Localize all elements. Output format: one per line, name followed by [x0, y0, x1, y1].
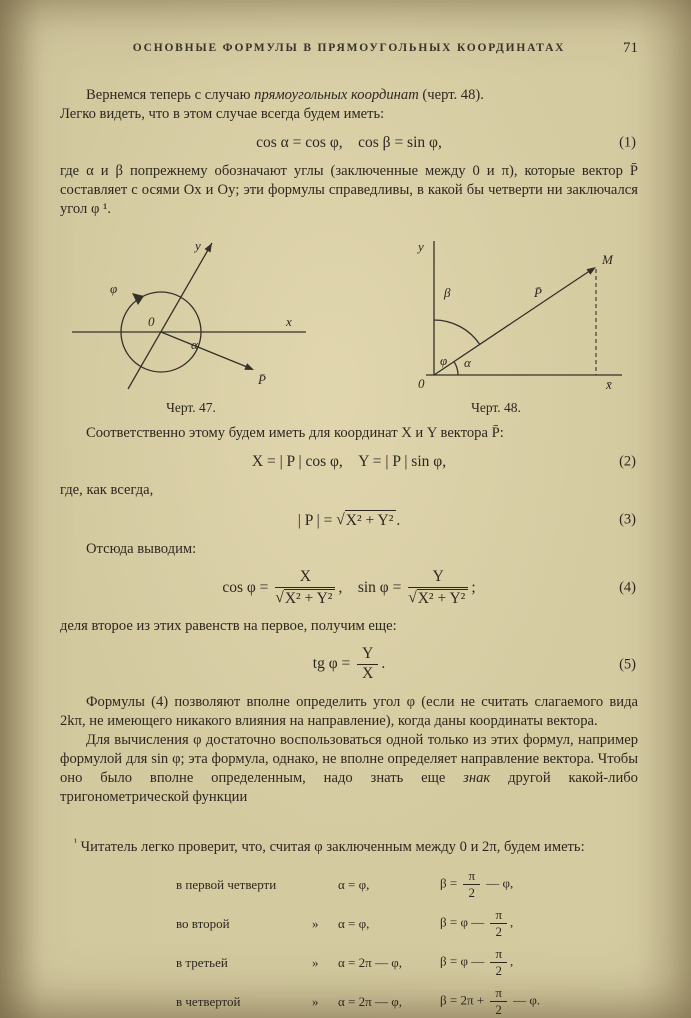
- fraction-numerator: π: [490, 947, 507, 963]
- fig48-label-phi: φ: [440, 353, 448, 368]
- formula-4-numerator-1: X: [275, 569, 335, 588]
- formula-5-numerator: Y: [357, 646, 378, 665]
- radical-sign: √: [408, 588, 417, 606]
- radical-sign: √: [336, 511, 345, 528]
- fig47-label-vector: P̄: [258, 372, 266, 387]
- formula-4-tail: ;: [471, 578, 476, 596]
- beta-value: [440, 869, 638, 900]
- formula-3-number: (3): [619, 511, 636, 528]
- pi-over-2-fraction: [490, 908, 507, 939]
- figure-47-diagram: [62, 235, 320, 395]
- quadrant-label: в первой четверти: [176, 876, 277, 892]
- formula-2-body: X = | P | cos φ, Y = | P | sin φ,: [251, 453, 447, 470]
- fig47-label-origin: 0: [148, 314, 155, 329]
- fraction-denominator: 2: [468, 884, 475, 900]
- fig48-phi-arc: [454, 362, 458, 375]
- fraction-numerator: π: [490, 908, 507, 924]
- fraction-numerator: π: [490, 986, 507, 1002]
- page-content: [60, 42, 638, 1018]
- fig48-label-y: y: [418, 239, 424, 254]
- paragraph-coordinates: Соответственно этому будем иметь для координат X и Y вектора P̄:: [86, 425, 504, 441]
- fig48-beta-arc: [434, 320, 480, 345]
- pi-over-2-fraction: [490, 947, 507, 978]
- paragraph-computing-phi-text-a: Для вычисления φ достаточно воспользоваться одной только из этих формул, например формулой для sin φ; эта формула, однако, не вполне определяет направление вектора. Чтобы оно было вполне определенным, надо знать еще: [60, 731, 638, 786]
- fig47-vector-arrowhead: [244, 363, 254, 370]
- paragraph-intro: [60, 86, 638, 124]
- formula-5-denominator: X: [362, 665, 374, 683]
- footnote-quadrant-table: [176, 869, 638, 1017]
- formula-5-period: .: [381, 655, 386, 673]
- formula-4-radicand-1: X² + Y²: [284, 589, 336, 608]
- figure-48-diagram: [356, 235, 636, 395]
- fraction-numerator: π: [463, 869, 480, 885]
- formula-1-body: cos α = cos φ, cos β = sin φ,: [256, 134, 442, 151]
- fig47-vector: [161, 332, 252, 369]
- formula-5: [60, 646, 638, 682]
- alpha-value: α = φ,: [338, 876, 370, 892]
- paragraph-intro-text-c: Легко видеть, что в этом случае всегда будем иметь:: [60, 106, 385, 122]
- fig48-label-origin: 0: [418, 376, 425, 391]
- paragraph-intro-text-a: Вернемся теперь с случаю: [86, 87, 255, 103]
- ditto-mark: »: [312, 915, 319, 931]
- figures-row: [60, 235, 638, 416]
- fraction-denominator: 2: [495, 962, 502, 978]
- alpha-value: α = φ,: [338, 915, 370, 931]
- formula-4-fraction-1: [275, 569, 335, 607]
- footnote-line-third-quadrant: [176, 947, 638, 978]
- beta-pre: β = φ —: [440, 953, 488, 969]
- beta-value: [440, 947, 638, 978]
- figure-48-caption: Черт. 48.: [471, 400, 521, 415]
- quadrant-label: в третьей: [176, 954, 228, 970]
- page-number: 71: [623, 40, 638, 56]
- formula-1-number: (1): [619, 134, 636, 151]
- page-header: [60, 42, 638, 62]
- formula-4-lhs1: cos φ =: [222, 578, 273, 596]
- footnote-line-first-quadrant: [176, 869, 638, 900]
- fig48-label-beta: β: [444, 285, 451, 300]
- footnote-intro-text: Читатель легко проверит, что, считая φ заключенным между 0 и 2π, будем иметь:: [77, 838, 585, 855]
- pi-over-2-fraction: [490, 986, 507, 1017]
- ditto-mark: »: [312, 954, 319, 970]
- fig48-label-vector: P̄: [534, 285, 542, 300]
- fig47-label-alpha: α: [191, 337, 198, 352]
- beta-post: ,: [510, 914, 514, 930]
- fraction-denominator: 2: [495, 923, 502, 939]
- paragraph-derive: Отсюда выводим:: [86, 541, 197, 557]
- alpha-value: α = 2π — φ,: [338, 994, 402, 1010]
- formula-3-lhs: | P | =: [297, 512, 337, 529]
- fig47-y-arrowhead: [205, 243, 213, 253]
- ditto-mark: »: [312, 994, 319, 1010]
- formula-5-fraction: [357, 646, 378, 682]
- quadrant-label: в четвертой: [176, 994, 241, 1010]
- formula-4-radicand-2: X² + Y²: [417, 589, 469, 608]
- formula-3-period: .: [396, 512, 401, 529]
- beta-value: [440, 908, 638, 939]
- formula-4-denominator-2: [408, 588, 468, 608]
- paragraph-computing-phi-text-b: другой какой-либо тригонометрической функции: [60, 769, 638, 805]
- figure-48: [356, 235, 636, 416]
- formula-4-numerator-2: Y: [408, 569, 468, 588]
- formula-4-number: (4): [619, 579, 636, 596]
- paragraph-intro-text-b: (черт. 48).: [418, 87, 484, 103]
- fig48-vector: [434, 268, 594, 375]
- fig48-label-alpha: α: [464, 355, 471, 370]
- fig48-label-x: x̄: [606, 377, 612, 392]
- paragraph-dividing: деля второе из этих равенств на первое, получим еще:: [60, 618, 397, 635]
- beta-pre: β =: [440, 875, 461, 891]
- beta-value: [440, 986, 638, 1017]
- formula-2-number: (2): [619, 453, 636, 470]
- paragraph-angles: где α и β попрежнему обозначают углы (заключенные между 0 и π), которые вектор P̄ составляет с осями Ox и Oy; эти формулы справедливы, в какой бы четверти ни заключался угол φ ¹.: [60, 163, 638, 217]
- fig47-label-phi: φ: [110, 281, 118, 296]
- formula-4-mid: , sin φ =: [338, 578, 406, 596]
- footnote-intro: [60, 833, 638, 857]
- formula-4: [60, 569, 638, 607]
- beta-pre: β = 2π +: [440, 992, 488, 1008]
- paragraph-computing-phi-emphasis: знак: [463, 769, 491, 786]
- fig47-label-y: y: [195, 238, 201, 253]
- fig48-label-m: M: [602, 252, 613, 267]
- footnote-line-second-quadrant: [176, 908, 638, 939]
- footnote-line-fourth-quadrant: [176, 986, 638, 1017]
- fig48-vector-arrowhead: [587, 267, 597, 275]
- formula-5-number: (5): [619, 656, 636, 673]
- formula-4-denominator-1: [275, 588, 335, 608]
- beta-post: — φ.: [509, 992, 541, 1008]
- formula-2: [60, 453, 638, 471]
- fig47-label-x: x: [286, 314, 292, 329]
- formula-4-fraction-2: [408, 569, 468, 607]
- paragraph-as-always: где, как всегда,: [60, 482, 154, 498]
- beta-post: — φ,: [483, 875, 514, 891]
- paragraph-formulas-4: Формулы (4) позволяют вполне определить угол φ (если не считать слагаемого вида 2kπ, не имеющего никакого влияния на направление), когда даны координаты вектора.: [60, 693, 638, 729]
- footnote: [60, 833, 638, 1017]
- beta-pre: β = φ —: [440, 914, 488, 930]
- radical-sign: √: [275, 588, 284, 606]
- running-title: ОСНОВНЫЕ ФОРМУЛЫ В ПРЯМОУГОЛЬНЫХ КООРДИНАТАХ: [132, 42, 566, 54]
- paragraph-computing-phi: [60, 731, 638, 807]
- pi-over-2-fraction: [463, 869, 480, 900]
- formula-1: [60, 134, 638, 152]
- footnote-marker: ¹: [74, 836, 77, 848]
- alpha-value: α = 2π — φ,: [338, 954, 402, 970]
- formula-3-radicand: X² + Y²: [345, 510, 397, 530]
- formula-5-lhs: tg φ =: [312, 655, 355, 673]
- figure-47: [62, 235, 320, 416]
- quadrant-label: во второй: [176, 915, 230, 931]
- beta-post: ,: [510, 953, 514, 969]
- fraction-denominator: 2: [495, 1002, 502, 1018]
- paragraph-intro-emphasis: прямоугольных координат: [254, 87, 419, 103]
- figure-47-caption: Черт. 47.: [166, 400, 216, 415]
- formula-3: [60, 510, 638, 530]
